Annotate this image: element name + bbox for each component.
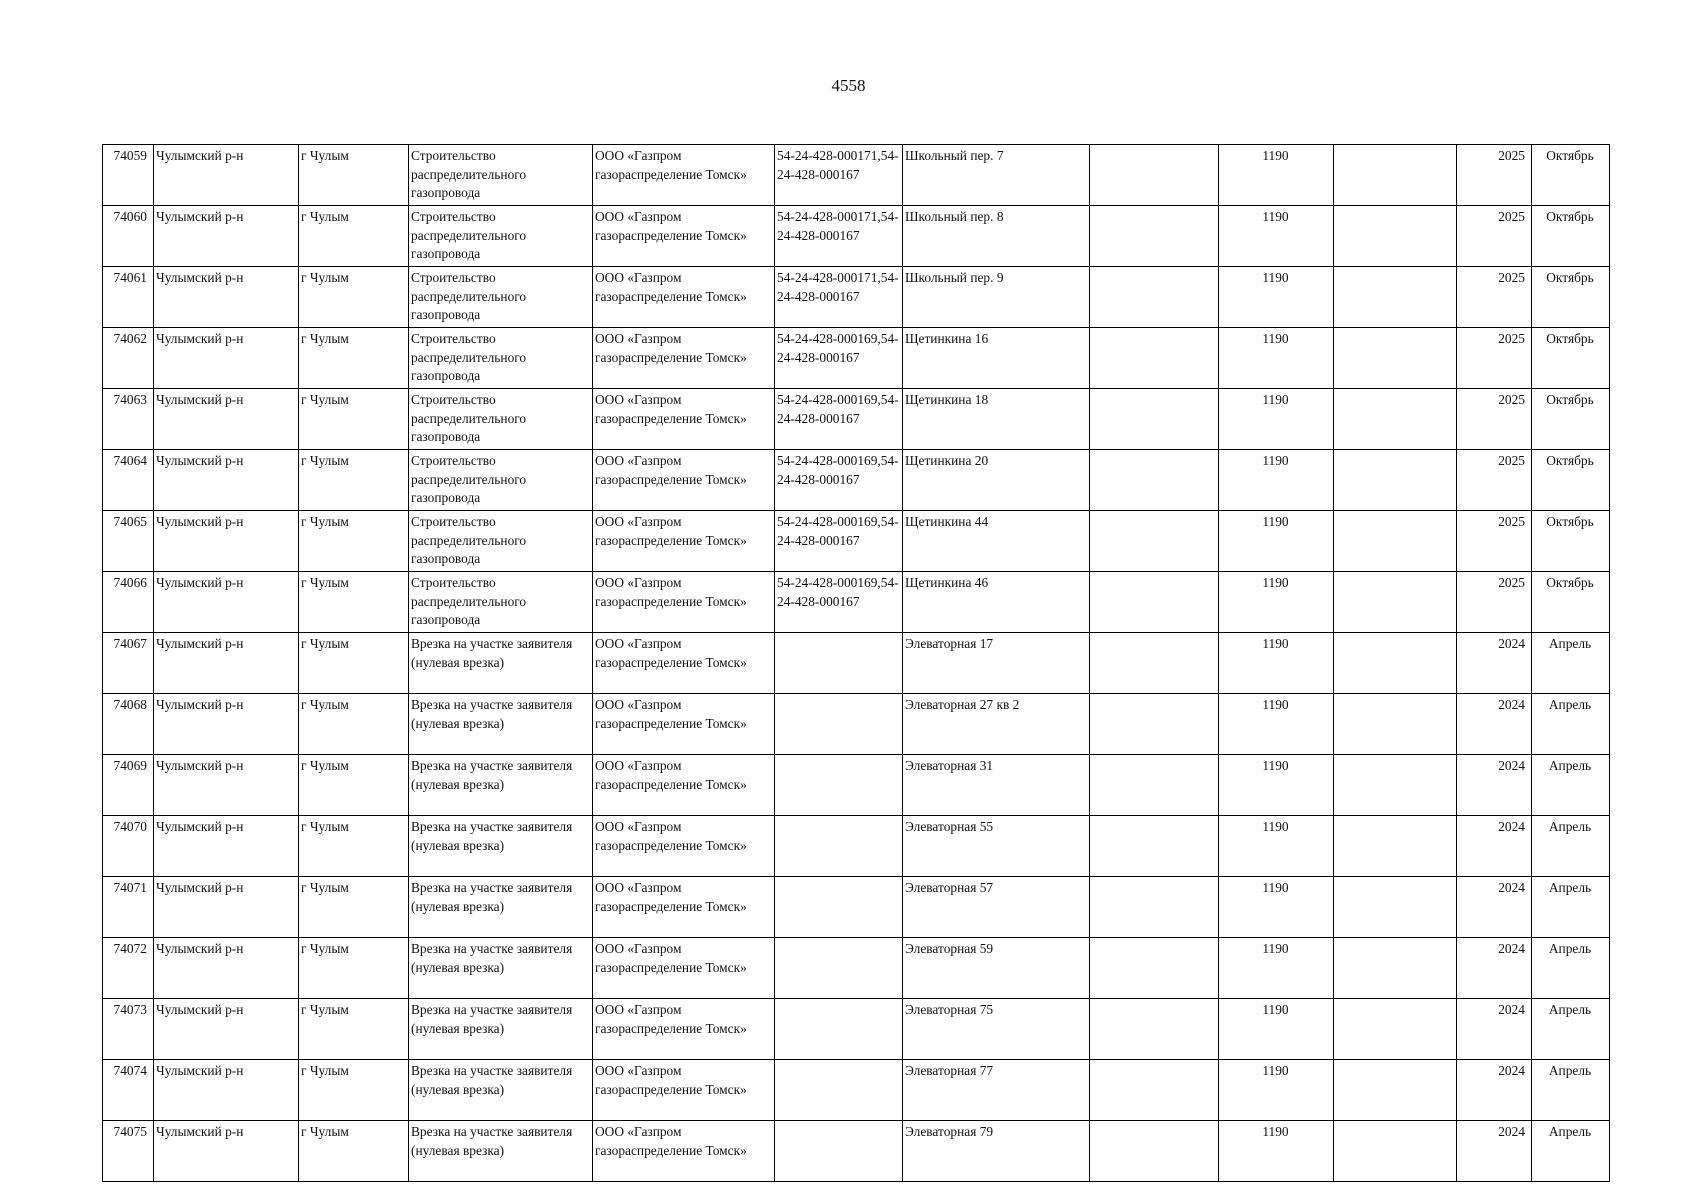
row-number-cell: 74060	[103, 206, 154, 267]
empty-cell	[1090, 206, 1219, 267]
cadastral-number-cell: 54-24-428-000171,54-24-428-000167	[775, 206, 903, 267]
year-cell: 2025	[1457, 450, 1532, 511]
cadastral-number-cell	[775, 1060, 903, 1121]
address-cell: Элеваторная 55	[903, 816, 1090, 877]
value-cell: 1190	[1219, 511, 1334, 572]
organization-cell: ООО «Газпром газораспределение Томск»	[593, 511, 775, 572]
year-cell: 2024	[1457, 999, 1532, 1060]
locality-cell: г Чулым	[299, 328, 409, 389]
table-row	[103, 633, 1610, 694]
work-type-cell: Врезка на участке заявителя (нулевая врезка)	[409, 877, 593, 938]
work-type-cell: Строительство распределительного газопровода	[409, 145, 593, 206]
row-number-cell: 74066	[103, 572, 154, 633]
row-number-cell: 74073	[103, 999, 154, 1060]
organization-cell: ООО «Газпром газораспределение Томск»	[593, 816, 775, 877]
table-body	[103, 145, 1610, 1182]
value-cell: 1190	[1219, 450, 1334, 511]
work-type-cell: Строительство распределительного газопровода	[409, 206, 593, 267]
year-cell: 2024	[1457, 694, 1532, 755]
work-type-cell: Врезка на участке заявителя (нулевая врезка)	[409, 1060, 593, 1121]
district-cell: Чулымский р-н	[154, 633, 299, 694]
work-type-cell: Строительство распределительного газопровода	[409, 450, 593, 511]
month-cell: Апрель	[1532, 755, 1610, 816]
locality-cell: г Чулым	[299, 877, 409, 938]
district-cell: Чулымский р-н	[154, 1060, 299, 1121]
locality-cell: г Чулым	[299, 145, 409, 206]
cadastral-number-cell	[775, 816, 903, 877]
value-cell: 1190	[1219, 999, 1334, 1060]
locality-cell: г Чулым	[299, 816, 409, 877]
empty-cell	[1334, 511, 1457, 572]
year-cell: 2024	[1457, 877, 1532, 938]
empty-cell	[1090, 450, 1219, 511]
row-number-cell: 74063	[103, 389, 154, 450]
value-cell: 1190	[1219, 938, 1334, 999]
cadastral-number-cell: 54-24-428-000169,54-24-428-000167	[775, 328, 903, 389]
address-cell: Школьный пер. 7	[903, 145, 1090, 206]
table-row	[103, 328, 1610, 389]
organization-cell: ООО «Газпром газораспределение Томск»	[593, 450, 775, 511]
cadastral-number-cell: 54-24-428-000169,54-24-428-000167	[775, 572, 903, 633]
year-cell: 2025	[1457, 511, 1532, 572]
work-type-cell: Врезка на участке заявителя (нулевая врезка)	[409, 1121, 593, 1182]
year-cell: 2025	[1457, 328, 1532, 389]
organization-cell: ООО «Газпром газораспределение Томск»	[593, 999, 775, 1060]
row-number-cell: 74061	[103, 267, 154, 328]
locality-cell: г Чулым	[299, 999, 409, 1060]
locality-cell: г Чулым	[299, 450, 409, 511]
month-cell: Апрель	[1532, 1121, 1610, 1182]
month-cell: Апрель	[1532, 877, 1610, 938]
address-cell: Щетинкина 20	[903, 450, 1090, 511]
organization-cell: ООО «Газпром газораспределение Томск»	[593, 328, 775, 389]
organization-cell: ООО «Газпром газораспределение Томск»	[593, 1060, 775, 1121]
table-row	[103, 1121, 1610, 1182]
district-cell: Чулымский р-н	[154, 816, 299, 877]
district-cell: Чулымский р-н	[154, 755, 299, 816]
address-cell: Элеваторная 57	[903, 877, 1090, 938]
month-cell: Октябрь	[1532, 206, 1610, 267]
empty-cell	[1334, 450, 1457, 511]
cadastral-number-cell	[775, 1121, 903, 1182]
work-type-cell: Строительство распределительного газопровода	[409, 328, 593, 389]
year-cell: 2024	[1457, 938, 1532, 999]
address-cell: Элеваторная 17	[903, 633, 1090, 694]
month-cell: Октябрь	[1532, 572, 1610, 633]
empty-cell	[1090, 389, 1219, 450]
empty-cell	[1090, 572, 1219, 633]
value-cell: 1190	[1219, 816, 1334, 877]
address-cell: Щетинкина 18	[903, 389, 1090, 450]
year-cell: 2024	[1457, 1121, 1532, 1182]
table-row	[103, 755, 1610, 816]
district-cell: Чулымский р-н	[154, 1121, 299, 1182]
organization-cell: ООО «Газпром газораспределение Томск»	[593, 267, 775, 328]
organization-cell: ООО «Газпром газораспределение Томск»	[593, 145, 775, 206]
address-cell: Щетинкина 44	[903, 511, 1090, 572]
cadastral-number-cell	[775, 877, 903, 938]
month-cell: Апрель	[1532, 1060, 1610, 1121]
work-type-cell: Врезка на участке заявителя (нулевая врезка)	[409, 633, 593, 694]
locality-cell: г Чулым	[299, 1121, 409, 1182]
table-row	[103, 389, 1610, 450]
address-cell: Элеваторная 75	[903, 999, 1090, 1060]
work-type-cell: Строительство распределительного газопровода	[409, 572, 593, 633]
row-number-cell: 74067	[103, 633, 154, 694]
value-cell: 1190	[1219, 877, 1334, 938]
row-number-cell: 74071	[103, 877, 154, 938]
locality-cell: г Чулым	[299, 572, 409, 633]
empty-cell	[1334, 389, 1457, 450]
cadastral-number-cell: 54-24-428-000171,54-24-428-000167	[775, 145, 903, 206]
district-cell: Чулымский р-н	[154, 694, 299, 755]
month-cell: Апрель	[1532, 694, 1610, 755]
district-cell: Чулымский р-н	[154, 450, 299, 511]
value-cell: 1190	[1219, 328, 1334, 389]
empty-cell	[1334, 572, 1457, 633]
row-number-cell: 74065	[103, 511, 154, 572]
cadastral-number-cell: 54-24-428-000169,54-24-428-000167	[775, 450, 903, 511]
empty-cell	[1334, 816, 1457, 877]
value-cell: 1190	[1219, 755, 1334, 816]
cadastral-number-cell	[775, 633, 903, 694]
cadastral-number-cell	[775, 938, 903, 999]
empty-cell	[1334, 633, 1457, 694]
row-number-cell: 74069	[103, 755, 154, 816]
table-row	[103, 999, 1610, 1060]
table-row	[103, 1060, 1610, 1121]
locality-cell: г Чулым	[299, 267, 409, 328]
organization-cell: ООО «Газпром газораспределение Томск»	[593, 755, 775, 816]
locality-cell: г Чулым	[299, 694, 409, 755]
cadastral-number-cell	[775, 755, 903, 816]
work-type-cell: Врезка на участке заявителя (нулевая врезка)	[409, 938, 593, 999]
empty-cell	[1090, 816, 1219, 877]
empty-cell	[1090, 1060, 1219, 1121]
empty-cell	[1334, 1060, 1457, 1121]
empty-cell	[1334, 328, 1457, 389]
value-cell: 1190	[1219, 1121, 1334, 1182]
empty-cell	[1334, 999, 1457, 1060]
district-cell: Чулымский р-н	[154, 328, 299, 389]
district-cell: Чулымский р-н	[154, 572, 299, 633]
row-number-cell: 74062	[103, 328, 154, 389]
work-type-cell: Врезка на участке заявителя (нулевая врезка)	[409, 694, 593, 755]
year-cell: 2025	[1457, 572, 1532, 633]
value-cell: 1190	[1219, 267, 1334, 328]
empty-cell	[1334, 877, 1457, 938]
cadastral-number-cell: 54-24-428-000171,54-24-428-000167	[775, 267, 903, 328]
empty-cell	[1090, 511, 1219, 572]
district-cell: Чулымский р-н	[154, 511, 299, 572]
table-row	[103, 694, 1610, 755]
work-type-cell: Строительство распределительного газопровода	[409, 267, 593, 328]
address-cell: Школьный пер. 9	[903, 267, 1090, 328]
work-type-cell: Строительство распределительного газопровода	[409, 389, 593, 450]
month-cell: Апрель	[1532, 633, 1610, 694]
month-cell: Октябрь	[1532, 389, 1610, 450]
data-table	[102, 144, 1610, 1182]
address-cell: Элеваторная 79	[903, 1121, 1090, 1182]
empty-cell	[1334, 145, 1457, 206]
address-cell: Щетинкина 16	[903, 328, 1090, 389]
year-cell: 2025	[1457, 389, 1532, 450]
organization-cell: ООО «Газпром газораспределение Томск»	[593, 389, 775, 450]
locality-cell: г Чулым	[299, 938, 409, 999]
work-type-cell: Врезка на участке заявителя (нулевая врезка)	[409, 816, 593, 877]
row-number-cell: 74064	[103, 450, 154, 511]
month-cell: Октябрь	[1532, 511, 1610, 572]
district-cell: Чулымский р-н	[154, 938, 299, 999]
empty-cell	[1090, 1121, 1219, 1182]
year-cell: 2024	[1457, 816, 1532, 877]
address-cell: Элеваторная 59	[903, 938, 1090, 999]
table-row	[103, 267, 1610, 328]
row-number-cell: 74068	[103, 694, 154, 755]
address-cell: Щетинкина 46	[903, 572, 1090, 633]
cadastral-number-cell: 54-24-428-000169,54-24-428-000167	[775, 511, 903, 572]
table-row	[103, 572, 1610, 633]
year-cell: 2025	[1457, 267, 1532, 328]
empty-cell	[1334, 694, 1457, 755]
organization-cell: ООО «Газпром газораспределение Томск»	[593, 938, 775, 999]
address-cell: Элеваторная 31	[903, 755, 1090, 816]
row-number-cell: 74075	[103, 1121, 154, 1182]
empty-cell	[1334, 755, 1457, 816]
address-cell: Школьный пер. 8	[903, 206, 1090, 267]
cadastral-number-cell	[775, 694, 903, 755]
value-cell: 1190	[1219, 206, 1334, 267]
value-cell: 1190	[1219, 1060, 1334, 1121]
empty-cell	[1090, 267, 1219, 328]
organization-cell: ООО «Газпром газораспределение Томск»	[593, 877, 775, 938]
value-cell: 1190	[1219, 633, 1334, 694]
year-cell: 2024	[1457, 1060, 1532, 1121]
row-number-cell: 74070	[103, 816, 154, 877]
table-row	[103, 511, 1610, 572]
month-cell: Октябрь	[1532, 267, 1610, 328]
table-row	[103, 938, 1610, 999]
empty-cell	[1090, 145, 1219, 206]
empty-cell	[1090, 999, 1219, 1060]
organization-cell: ООО «Газпром газораспределение Томск»	[593, 633, 775, 694]
row-number-cell: 74072	[103, 938, 154, 999]
cadastral-number-cell: 54-24-428-000169,54-24-428-000167	[775, 389, 903, 450]
year-cell: 2025	[1457, 206, 1532, 267]
empty-cell	[1090, 633, 1219, 694]
empty-cell	[1090, 938, 1219, 999]
page-number: 4558	[831, 76, 866, 95]
locality-cell: г Чулым	[299, 389, 409, 450]
empty-cell	[1090, 755, 1219, 816]
value-cell: 1190	[1219, 145, 1334, 206]
table-row	[103, 877, 1610, 938]
table-row	[103, 816, 1610, 877]
empty-cell	[1334, 1121, 1457, 1182]
address-cell: Элеваторная 77	[903, 1060, 1090, 1121]
empty-cell	[1090, 328, 1219, 389]
month-cell: Апрель	[1532, 816, 1610, 877]
organization-cell: ООО «Газпром газораспределение Томск»	[593, 206, 775, 267]
locality-cell: г Чулым	[299, 206, 409, 267]
year-cell: 2024	[1457, 755, 1532, 816]
work-type-cell: Врезка на участке заявителя (нулевая врезка)	[409, 755, 593, 816]
value-cell: 1190	[1219, 572, 1334, 633]
table-row	[103, 206, 1610, 267]
locality-cell: г Чулым	[299, 1060, 409, 1121]
empty-cell	[1334, 267, 1457, 328]
row-number-cell: 74074	[103, 1060, 154, 1121]
district-cell: Чулымский р-н	[154, 145, 299, 206]
empty-cell	[1334, 206, 1457, 267]
year-cell: 2024	[1457, 633, 1532, 694]
month-cell: Октябрь	[1532, 145, 1610, 206]
month-cell: Октябрь	[1532, 450, 1610, 511]
district-cell: Чулымский р-н	[154, 877, 299, 938]
district-cell: Чулымский р-н	[154, 999, 299, 1060]
year-cell: 2025	[1457, 145, 1532, 206]
empty-cell	[1090, 694, 1219, 755]
locality-cell: г Чулым	[299, 633, 409, 694]
work-type-cell: Строительство распределительного газопровода	[409, 511, 593, 572]
cadastral-number-cell	[775, 999, 903, 1060]
table-row	[103, 145, 1610, 206]
district-cell: Чулымский р-н	[154, 267, 299, 328]
row-number-cell: 74059	[103, 145, 154, 206]
month-cell: Апрель	[1532, 938, 1610, 999]
value-cell: 1190	[1219, 694, 1334, 755]
empty-cell	[1090, 877, 1219, 938]
value-cell: 1190	[1219, 389, 1334, 450]
organization-cell: ООО «Газпром газораспределение Томск»	[593, 694, 775, 755]
organization-cell: ООО «Газпром газораспределение Томск»	[593, 1121, 775, 1182]
empty-cell	[1334, 938, 1457, 999]
locality-cell: г Чулым	[299, 755, 409, 816]
district-cell: Чулымский р-н	[154, 389, 299, 450]
work-type-cell: Врезка на участке заявителя (нулевая врезка)	[409, 999, 593, 1060]
locality-cell: г Чулым	[299, 511, 409, 572]
month-cell: Апрель	[1532, 999, 1610, 1060]
district-cell: Чулымский р-н	[154, 206, 299, 267]
address-cell: Элеваторная 27 кв 2	[903, 694, 1090, 755]
table-row	[103, 450, 1610, 511]
organization-cell: ООО «Газпром газораспределение Томск»	[593, 572, 775, 633]
month-cell: Октябрь	[1532, 328, 1610, 389]
